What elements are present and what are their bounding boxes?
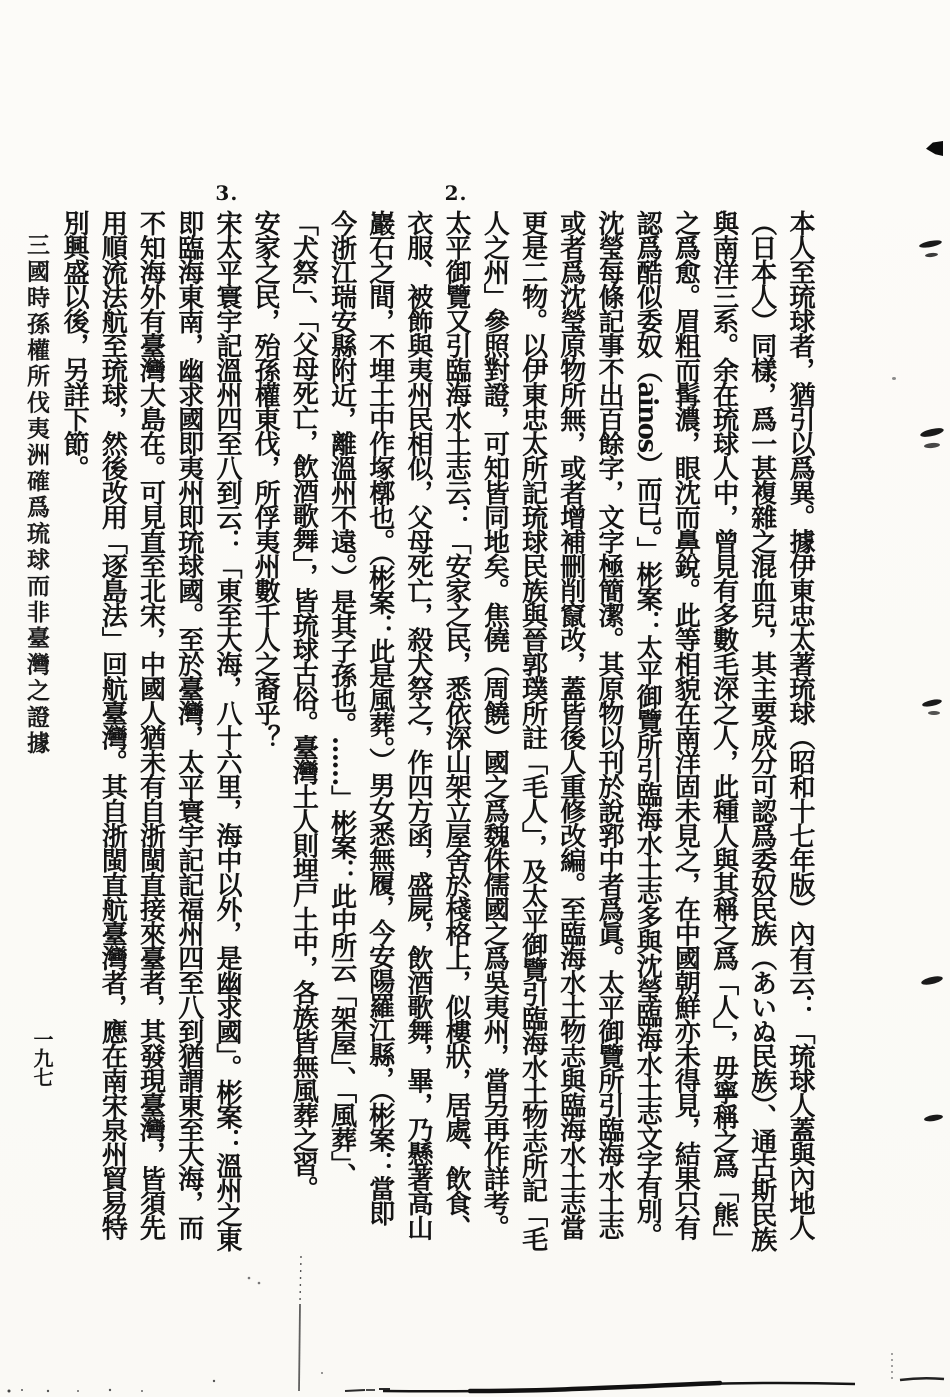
item-number-3: 3. (215, 181, 239, 205)
column-text: 宋太平寰宇記溫州四至八到云：「東至大海，八十六里，海中以外，是幽求國」。彬案：溫州之東 (211, 210, 242, 1251)
column-text: 人之州」參照對證，可知皆同地矣。焦僥（周饒）國之爲魏侏儒國之爲吳夷州，當另再作詳考。 (479, 210, 510, 1239)
column-text: 安家之民，殆孫權東伐，所俘夷州數千人之裔乎？ (250, 210, 281, 749)
page-number: 一九七 (30, 1029, 54, 1086)
running-chapter-title: 三國時孫權所伐夷洲確爲琉球而非臺灣之證據 (23, 233, 50, 757)
column-text: 之爲愈。眉粗而髯濃，眼沈而鼻銳。此等相貌在南洋固未見之，在中國朝鮮亦未得見，結果只有 (670, 210, 701, 1239)
column-text: 太平御覽又引臨海水土志云：「安家之民，悉依深山架立屋舍於棧格上，似樓狀，居處、飲食、 (441, 210, 472, 1239)
column-text: 巖石之間，不埋土中作塚槨也。（彬案：此是風葬。）男女悉無履，今安陽羅江縣，（彬案：當即 (364, 210, 395, 1225)
column-text: 與南洋三系。余在琉球人中，曾見有多數毛深之人，此種人與其稱之爲「人」，毋寧稱之爲「熊」 (708, 210, 739, 1251)
column-text: 用順流法航至琉球，然後改用「逐島法」回航臺灣。其自浙閩直航臺灣者，應在南宋泉州貿易特 (97, 210, 128, 1239)
column-text: 衣服、被飾與夷州民相似，父母死亡，殺犬祭之，作四方函，盛屍，飲酒歌舞，畢，乃懸著高山 (402, 210, 433, 1239)
column-text: 認爲酷似委奴（ainos）而已。」彬案：太平御覽所引臨海水土志多與沈瑩臨海水土志文字有別。 (632, 210, 663, 1248)
column-text: 不知海外有臺灣大島在。可見直至北宋，中國人猶未有自浙閩直接來臺者，其發現臺灣，皆須先 (135, 210, 166, 1239)
column-text: 今浙江瑞安縣附近，離溫州不遠。）是其子孫也。……」彬案：此中所云「架屋」、「風葬」、 (326, 210, 357, 1187)
column-text: 別興盛以後，另詳下節。 (59, 210, 90, 480)
column-text: （日本人）同樣，爲一甚複雜之混血兒，其主要成分可認爲委奴民族（あいぬ民族）、通古斯民族 (746, 210, 777, 1251)
column-text: 更是二物。以伊東忠太所記琉球民族與晉郭璞所註「毛人」，及太平御覽引臨海水土物志所記「毛 (517, 210, 548, 1251)
column-text: 即臨海東南，幽求國即夷州即琉球國。至於臺灣，太平寰宇記記福州四至八到猶謂東至大海，而 (173, 210, 204, 1239)
column-text: 「犬祭」、「父母死亡，飲酒歌舞」，皆琉球古俗。臺灣土人則埋尸土中，各族皆無風葬之習。 (288, 210, 319, 1200)
column-text: 本人至琉球者，猶引以爲異。據伊東忠太著琉球（昭和十七年版）內有云：「琉球人蓋與內地人 (785, 210, 815, 1239)
item-number-2: 2. (444, 181, 468, 205)
column-text: 沈瑩每條記事不出百餘字，文字極簡潔。其原物以刊於說郛中者爲眞。太平御覽所引臨海水土志 (593, 210, 624, 1239)
column-text: 或者爲沈瑩原物所無，或者增補刪削竄改，蓋皆後人重修改編。至臨海水土物志與臨海水土志當 (555, 210, 586, 1239)
